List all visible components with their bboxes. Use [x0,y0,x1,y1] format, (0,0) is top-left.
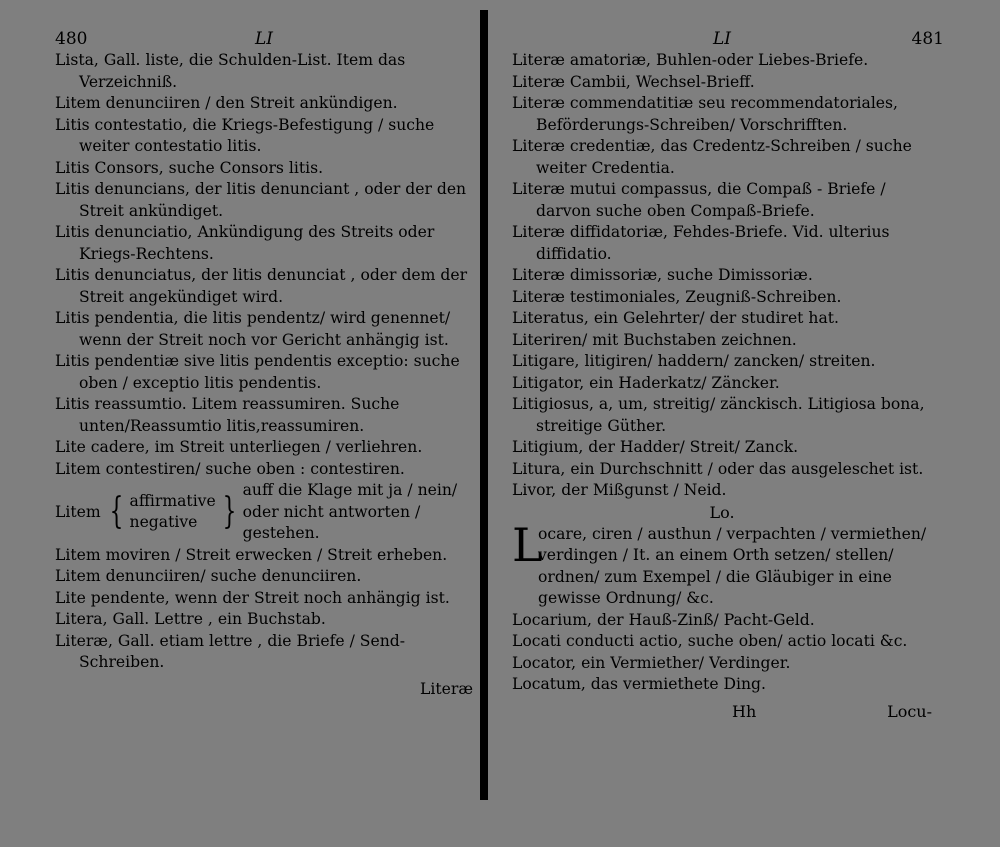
dictionary-entry: Litem contestiren/ suche oben : contestiren. [55,459,405,478]
dictionary-entry: Litera, Gall. Lettre , ein Buchstab. [55,610,326,628]
left-entries [55,50,473,674]
dictionary-entry: Litura, ein Durchschnitt / oder das ausgeleschet ist. [512,459,924,478]
left-page-header [55,28,473,50]
dictionary-entry: Litem denunciiren/ suche denunciiren. [55,567,362,585]
drop-cap-letter: L [512,517,543,572]
dropcap-entry-text: ocare, ciren / austhun / verpachten / vermiethen/ verdingen / It. an einem Orth setzen/ stellen/ ordnen/ zum Exempel / die Gläubiger in eine gewisse Ordnung/ &c. [538,524,927,607]
right-brace-glyph: } [222,491,237,533]
left-running-title: LI [254,29,273,49]
dictionary-entry: Literæ commendatitiæ seu recommendatoriales, Beförderungs-Schreiben/ Vorschrifften. [512,94,898,134]
bracket-entry [55,480,473,545]
dictionary-entry: Literæ dimissoriæ, suche Dimissoriæ. [512,266,813,284]
left-page [55,28,473,827]
bracket-entry-head: Litem [55,502,101,521]
dropcap-entry [512,517,932,610]
dictionary-entry: Lite cadere, im Streit unterliegen / verliehren. [55,438,423,456]
dictionary-entry: Litigiosus, a, um, streitig/ zänckisch. Litigiosa bona, streitige Güther. [512,395,925,435]
bracket-entry-tail: auff die Klage mit ja / nein/ oder nicht antworten / gestehen. [242,481,458,542]
right-entries [512,50,932,696]
dictionary-entry: Locati conducti actio, suche oben/ actio locati &c. [512,632,908,650]
dictionary-entry: Literæ, Gall. etiam lettre , die Briefe / Send-Schreiben. [55,631,405,671]
right-page-footer [512,702,932,721]
dictionary-entry: Literæ credentiæ, das Credentz-Schreiben / suche weiter Credentia. [512,137,912,177]
dictionary-entry: Literæ diffidatoriæ, Fehdes-Briefe. Vid. ulterius diffidatio. [512,223,890,263]
dictionary-entry: Lista, Gall. liste, die Schulden-List. Item das Verzeichniß. [55,51,406,91]
bracket-option: affirmative [129,491,216,510]
dictionary-entry: Litem denunciiren / den Streit ankündigen. [55,94,398,112]
dictionary-entry: Locator, ein Vermiether/ Verdinger. [512,653,791,672]
left-page-number: 480 [55,29,88,49]
right-page [512,28,944,827]
dictionary-entry: Litis pendentia, die litis pendentz/ wird genennet/ wenn der Streit noch vor Gericht anhängig ist. [55,309,451,349]
right-page-header [512,28,944,50]
dictionary-entry: Literæ mutui compassus, die Compaß - Briefe / darvon suche oben Compaß-Briefe. [512,180,886,220]
dictionary-entry: Litis denuncians, der litis denunciant , oder der den Streit ankündiget. [55,180,467,220]
dictionary-entry: Litis reassumtio. Litem reassumiren. Suche unten/Reassumtio litis,reassumiren. [55,395,400,435]
dictionary-entry: Literæ amatoriæ, Buhlen-oder Liebes-Briefe. [512,51,869,69]
dictionary-entry: Literæ Cambii, Wechsel-Brieff. [512,72,755,91]
dictionary-entry: Litem moviren / Streit erwecken / Streit erheben. [55,545,448,564]
dictionary-entry: Litis contestatio, die Kriegs-Befestigung / suche weiter contestatio litis. [55,115,435,155]
left-catchword: Literæ [420,679,473,698]
section-heading: Lo. [709,502,735,522]
dictionary-entry: Litigator, ein Haderkatz/ Zäncker. [512,373,780,392]
dictionary-entry: Locatum, das vermiethete Ding. [512,675,766,693]
book-gutter [480,10,488,800]
dictionary-entry: Literatus, ein Gelehrter/ der studiret hat. [512,309,839,327]
dictionary-entry: Litigare, litigiren/ haddern/ zancken/ streiten. [512,352,876,370]
signature-mark: Hh [732,701,757,721]
bracket-option: negative [129,513,198,532]
bracket-options [130,491,216,534]
dictionary-entry: Litis Consors, suche Consors litis. [55,158,324,177]
dictionary-entry: Litigium, der Hadder/ Streit/ Zanck. [512,438,799,456]
dictionary-entry: Litis pendentiæ sive litis pendentis exceptio: suche oben / exceptio litis pendentis. [55,352,460,392]
dictionary-entry: Litis denunciatus, der litis denunciat , oder dem der Streit angekündiget wird. [55,266,468,306]
right-running-title: LI [712,29,731,49]
right-catchword: Locu- [887,701,932,721]
dictionary-entry: Literæ testimoniales, Zeugniß-Schreiben. [512,287,842,306]
left-brace-glyph: { [109,491,123,533]
dictionary-entry: Lite pendente, wenn der Streit noch anhängig ist. [55,588,450,607]
dictionary-entry: Livor, der Mißgunst / Neid. [512,481,727,499]
dictionary-entry: Literiren/ mit Buchstaben zeichnen. [512,330,797,349]
dictionary-entry: Locarium, der Hauß-Zinß/ Pacht-Geld. [512,610,815,629]
dictionary-entry: Litis denunciatio, Ankündigung des Streits oder Kriegs-Rechtens. [55,223,435,263]
right-page-number: 481 [911,29,944,49]
